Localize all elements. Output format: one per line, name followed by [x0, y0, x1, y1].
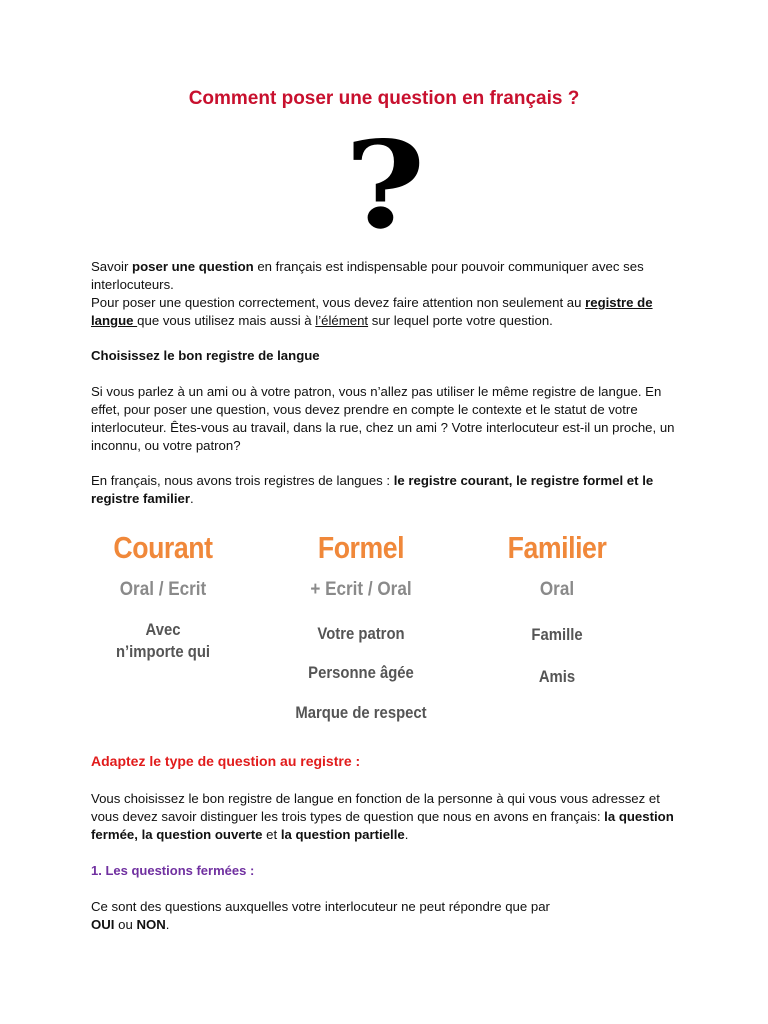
- registres-list-paragraph: [91, 472, 681, 508]
- intro-text: Savoir: [91, 259, 133, 274]
- intro-text: Pour poser une question correctement, vous devez faire attention non seulement au: [91, 295, 586, 310]
- register-heading: Formel: [317, 530, 405, 565]
- text: .: [165, 917, 170, 932]
- text: .: [404, 827, 409, 842]
- non-bold: NON: [136, 917, 166, 932]
- register-heading: Courant: [113, 530, 213, 565]
- register-familier: [457, 528, 657, 686]
- registre-link: registre de langue: [91, 295, 653, 328]
- text: et: [262, 827, 281, 842]
- text: Vous choisissez le bon registre de langue en fonction de la personne à qui vous vous adressez et vous devez savoir distinguer les trois types de question que nous en avons en français:: [91, 791, 660, 824]
- question-mark-icon: ?: [344, 115, 426, 256]
- question-ouverte-bold: la question ouverte: [141, 827, 263, 842]
- intro-text: sur lequel porte votre question.: [368, 313, 553, 328]
- register-item: Oral / Ecrit: [119, 579, 207, 600]
- oui-bold: OUI: [91, 917, 115, 932]
- section-heading-registre: Choisissez le bon registre de langue: [91, 348, 320, 363]
- register-courant: [63, 528, 263, 661]
- section-heading-adaptez: Adaptez le type de question au registre :: [91, 753, 361, 769]
- question-fermee-bold: la question fermée: [91, 809, 674, 842]
- element-link: l’élément: [315, 313, 369, 328]
- section-heading-questions-fermees: 1. Les questions fermées :: [91, 863, 255, 878]
- register-item: Votre patron: [317, 625, 405, 643]
- register-item: Avec: [145, 621, 181, 639]
- intro-text: en français est indispensable pour pouvoir communiquer avec ses interlocuteurs.: [91, 259, 644, 292]
- register-item: Marque de respect: [295, 704, 427, 722]
- text: ou: [114, 917, 137, 932]
- register-item: Amis: [538, 668, 576, 686]
- question-partielle-bold: la question partielle: [280, 827, 405, 842]
- register-item: Famille: [531, 626, 583, 644]
- intro-bold: poser une question: [132, 259, 254, 274]
- register-formel: [261, 528, 461, 722]
- register-heading: Familier: [507, 530, 607, 565]
- intro-text: que vous utilisez mais aussi à: [137, 313, 316, 328]
- register-item: Oral: [539, 579, 575, 600]
- adaptez-paragraph: [91, 790, 681, 844]
- text: ,: [134, 827, 142, 842]
- intro-paragraph: [91, 258, 681, 330]
- text: En français, nous avons trois registres de langues :: [91, 473, 394, 488]
- registres-bold: le registre courant, le registre formel et le registre familier: [91, 473, 654, 506]
- register-item: n’importe qui: [115, 643, 211, 661]
- questions-fermees-paragraph: [91, 898, 571, 934]
- text: .: [189, 491, 194, 506]
- registre-paragraph: Si vous parlez à un ami ou à votre patron, vous n’allez pas utiliser le même registre de langue. En effet, pour poser une question, vous devez prendre en compte le contexte et le statut de votre interlocuteur. Êtes-vous au travail, dans la rue, chez un ami ? Votre interlocuteur est-il un proche, un inconnu, ou votre patron?: [91, 384, 675, 453]
- register-item: + Ecrit / Oral: [310, 579, 412, 600]
- page-title: Comment poser une question en français ?: [188, 88, 580, 109]
- register-item: Personne âgée: [308, 664, 414, 682]
- text: Ce sont des questions auxquelles votre interlocuteur ne peut répondre que par: [91, 899, 550, 914]
